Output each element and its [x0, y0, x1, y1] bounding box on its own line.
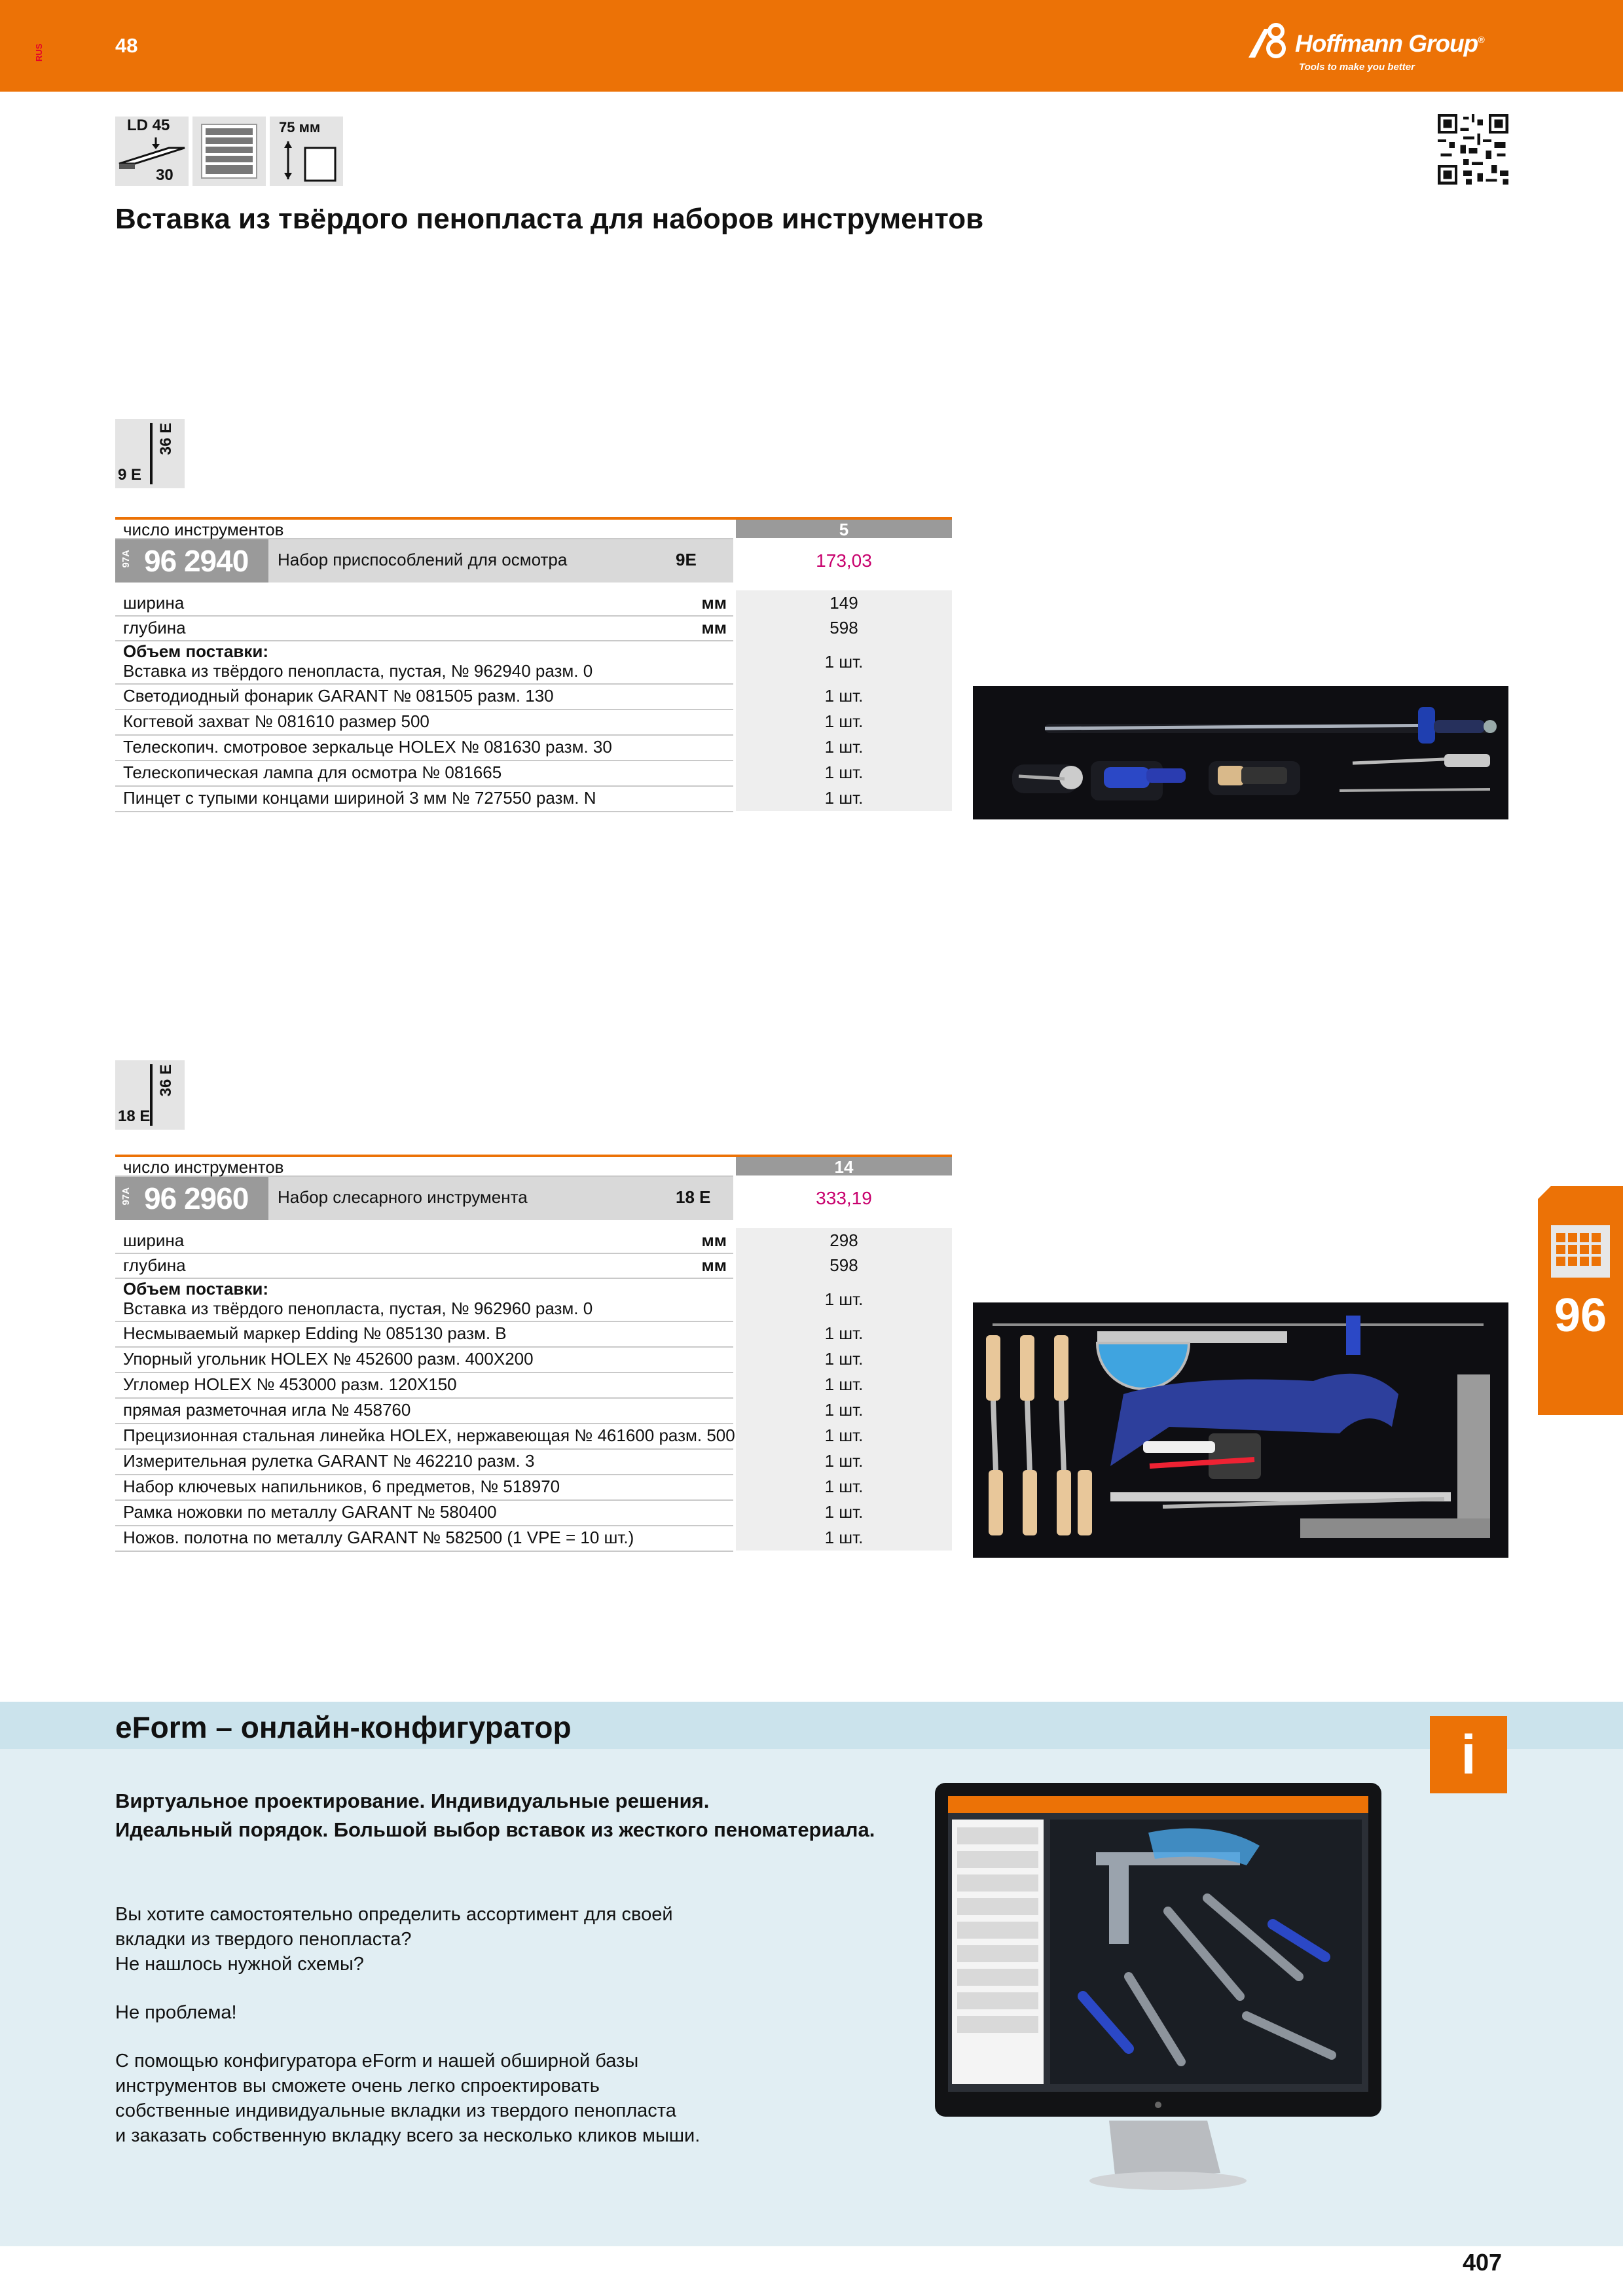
info-paragraph: С помощью конфигуратора eForm и нашей обширной базы инструментов вы сможете очень легко спроектировать собственные индивидуальные вкладки из твердого пенопласта и заказать собственную вкладку всего за несколько кликов мыши.	[115, 2051, 701, 2146]
monitor-illustration	[932, 1780, 1384, 2199]
delivery-item-row: Прецизионная стальная линейка HOLEX, нержавеющая № 461600 разм. 500 1 шт.	[115, 1423, 952, 1448]
product-table	[115, 1155, 952, 1560]
product-price: 173,03	[736, 539, 952, 584]
product-name: Набор слесарного инструмента	[278, 1187, 528, 1207]
delivery-item-row: Объем поставки: Вставка из твёрдого пенопласта, пустая, № 962940 разм. 0 1 шт.	[115, 640, 952, 683]
section-number: 96	[1554, 1289, 1607, 1342]
delivery-item-row: Угломер HOLEX № 453000 разм. 120X150 1 шт.	[115, 1372, 952, 1397]
delivery-item-row: Объем поставки: Вставка из твёрдого пенопласта, пустая, № 962960 разм. 0 1 шт.	[115, 1278, 952, 1321]
dimension-row: ширина мм 298	[115, 1228, 952, 1253]
article-number: 96 2940	[144, 544, 249, 578]
section-tab[interactable]	[1538, 1186, 1623, 1415]
product-row[interactable]: 97A 96 2960 Набор слесарного инструмента 18 E 333,19	[115, 1177, 952, 1220]
dimension-row: ширина мм 149	[115, 590, 952, 615]
delivery-item-row: Пинцет с тупыми концами шириной 3 мм № 727550 разм. N 1 шт.	[115, 785, 952, 811]
delivery-item-row: Светодиодный фонарик GARANT № 081505 разм. 130 1 шт.	[115, 683, 952, 709]
product-name: Набор приспособлений для осмотра	[278, 550, 568, 569]
info-icon: i	[1430, 1716, 1507, 1793]
product-photo	[973, 1302, 1508, 1558]
catalog-page-number: 48	[115, 34, 138, 57]
tool-count-row: число инструментов 5	[115, 520, 952, 538]
delivery-heading: Объем поставки:	[123, 1279, 269, 1299]
delivery-item-row: Набор ключевых напильников, 6 предметов, № 518970 1 шт.	[115, 1474, 952, 1499]
product-photo	[973, 686, 1508, 819]
tool-count-row: число инструментов 14	[115, 1157, 952, 1175]
info-title: eForm – онлайн-конфигуратор	[115, 1710, 572, 1744]
product-size: 9E	[676, 550, 697, 569]
hoffmann-logo-icon	[1247, 22, 1289, 59]
brand-name: Hoffmann Group®	[1295, 30, 1484, 57]
page-number: 407	[1463, 2249, 1503, 2276]
delivery-item-row: Телескопическая лампа для осмотра № 081665 1 шт.	[115, 760, 952, 785]
product-row[interactable]: 97A 96 2940 Набор приспособлений для осмотра 9E 173,03	[115, 539, 952, 583]
delivery-item-row: Измерительная рулетка GARANT № 462210 разм. 3 1 шт.	[115, 1448, 952, 1474]
size-badge: 9 E 36 E	[115, 419, 185, 488]
info-paragraph: Вы хотите самостоятельно определить ассортимент для своей вкладки из твердого пенопласта? Не нашлось нужной схемы?	[115, 1904, 673, 1975]
language-code: RUS	[34, 43, 44, 62]
product-price: 333,19	[736, 1177, 952, 1221]
page-title: Вставка из твёрдого пенопласта для наборов инструментов	[115, 203, 984, 235]
drawer-height-icon: 75 мм	[270, 117, 343, 186]
delivery-item-row: Несмываемый маркер Edding № 085130 разм. B 1 шт.	[115, 1321, 952, 1346]
product-table	[115, 517, 952, 818]
dimension-row: глубина мм 598	[115, 615, 952, 640]
delivery-heading: Объем поставки:	[123, 641, 269, 661]
delivery-item-row: Упорный угольник HOLEX № 452600 разм. 400X200 1 шт.	[115, 1346, 952, 1372]
delivery-item-row: прямая разметочная игла № 458760 1 шт.	[115, 1397, 952, 1423]
info-paragraph: Не проблема!	[115, 2002, 237, 2023]
delivery-item-row: Когтевой захват № 081610 размер 500 1 шт.	[115, 709, 952, 734]
brand-tagline: Tools to make you better	[1299, 62, 1415, 73]
load-capacity-icon: LD 45 30	[115, 117, 189, 186]
dimension-row: глубина мм 598	[115, 1253, 952, 1278]
qr-code-icon	[1438, 114, 1508, 185]
size-badge: 18 E 36 E	[115, 1060, 185, 1130]
delivery-item-row: Рамка ножовки по металлу GARANT № 580400 1 шт.	[115, 1499, 952, 1525]
info-lead: Виртуальное проектирование. Индивидуальные решения. Идеальный порядок. Большой выбор вставок из жесткого пеноматериала.	[115, 1789, 875, 1841]
delivery-item-row: Ножов. полотна по металлу GARANT № 582500 (1 VPE = 10 шт.) 1 шт.	[115, 1525, 952, 1551]
product-size: 18 E	[676, 1187, 711, 1207]
delivery-item-row: Телескопич. смотровое зеркальце HOLEX № 081630 разм. 30 1 шт.	[115, 734, 952, 760]
article-number: 96 2960	[144, 1181, 249, 1215]
drawer-cabinet-icon	[192, 117, 266, 186]
